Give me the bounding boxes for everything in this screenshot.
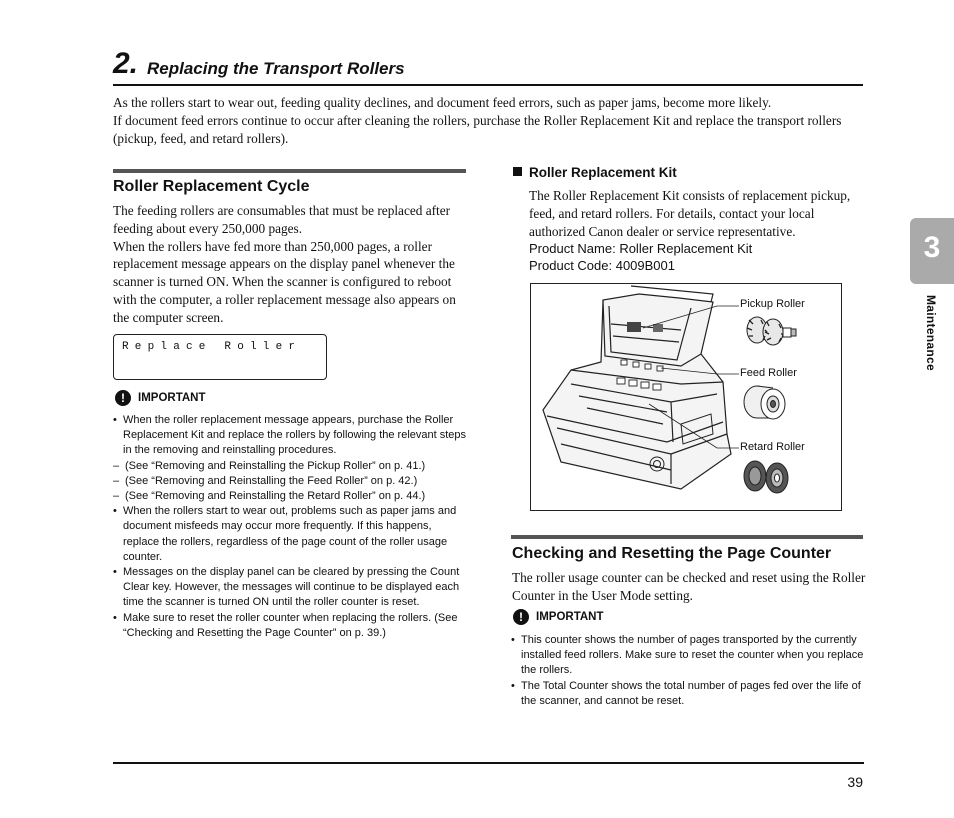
intro-paragraph-1: As the rollers start to wear out, feeding quality declines, and document feed errors, such as paper jams, become more likely.	[113, 95, 772, 110]
heading-roller-replacement-kit	[513, 164, 677, 182]
kit-description	[529, 187, 869, 240]
important-list-2	[511, 633, 867, 709]
heading-page-counter: Checking and Resetting the Page Counter	[512, 545, 832, 562]
display-panel-illustration	[113, 334, 327, 380]
heading-rule	[113, 84, 863, 86]
footer-rule	[113, 762, 864, 764]
sub-list	[123, 459, 469, 505]
display-panel-message: Replace Roller	[122, 341, 302, 353]
chapter-tab	[910, 218, 954, 284]
scanner-illustration	[531, 284, 841, 510]
sub-list-item: – (See “Removing and Reinstalling the Feed Roller” on p. 42.)	[113, 474, 469, 489]
scanner-rollers-figure	[530, 283, 842, 511]
cycle-paragraph-2: When the rollers have fed more than 250,000 pages, a roller replacement message appears on the display panel whenever the scanner is turned ON. When the scanner is configured to reboot with the computer, a roller replacement message also appears on the computer screen.	[113, 238, 456, 325]
cycle-text	[113, 202, 473, 327]
product-name: Product Name: Roller Replacement Kit	[529, 241, 753, 256]
exclamation-icon: !	[115, 390, 131, 406]
important-label: IMPORTANT	[536, 611, 604, 623]
chapter-label: Maintenance	[924, 295, 938, 371]
list-item-text: When the roller replacement message appears, purchase the Roller Replacement Kit and replace the rollers by following the relevant steps in the removing and reinstalling procedures.	[123, 414, 467, 457]
list-item: • Messages on the display panel can be cleared by pressing the Count Clear key. However, the messages will continue to be displayed each time the scanner is turned ON until the roller counter is reset.	[113, 565, 469, 611]
label-pickup-roller: Pickup Roller	[740, 298, 805, 310]
kit-description-text: The Roller Replacement Kit consists of replacement pickup, feed, and retard rollers. For details, contact your local authorized Canon dealer or service representative.	[529, 188, 851, 239]
list-item: • When the rollers start to wear out, problems such as paper jams and document misfeeds may occur more frequently. If this happens, replace the rollers, regardless of the page count of the roller usage counter.	[113, 504, 469, 565]
chapter-number: 3	[923, 231, 941, 264]
sub-list-item: – (See “Removing and Reinstalling the Pickup Roller” on p. 41.)	[113, 459, 469, 474]
intro-text	[113, 94, 873, 148]
list-item	[113, 413, 469, 504]
section-bar-right	[511, 535, 863, 539]
section-number: 2.	[113, 47, 139, 80]
list-item: • Make sure to reset the roller counter when replacing the rollers. (See “Checking and Resetting the Page Counter” on p. 39.)	[113, 611, 469, 641]
label-retard-roller: Retard Roller	[740, 441, 805, 453]
heading-roller-replacement-cycle: Roller Replacement Cycle	[113, 178, 310, 195]
product-code: Product Code: 4009B001	[529, 258, 675, 273]
important-callout-2	[513, 609, 604, 625]
section-bar-left	[113, 169, 466, 173]
list-item: • The Total Counter shows the total number of pages fed over the life of the scanner, and cannot be reset.	[511, 679, 867, 709]
important-label: IMPORTANT	[138, 392, 206, 404]
cycle-paragraph-1: The feeding rollers are consumables that must be replaced after feeding about every 250,000 pages.	[113, 203, 451, 236]
exclamation-icon: !	[513, 609, 529, 625]
kit-heading-text: Roller Replacement Kit	[529, 165, 677, 180]
important-list-1	[113, 413, 469, 641]
intro-paragraph-2: If document feed errors continue to occur after cleaning the rollers, purchase the Roller Replacement Kit and replace the transport rollers (pickup, feed, and retard rollers).	[113, 113, 842, 146]
square-bullet-icon	[513, 167, 522, 176]
list-item: • This counter shows the number of pages transported by the currently installed feed rollers. Make sure to reset the counter when you replace the rollers.	[511, 633, 867, 679]
label-feed-roller: Feed Roller	[740, 367, 797, 379]
sub-list-item: – (See “Removing and Reinstalling the Retard Roller” on p. 44.)	[113, 489, 469, 504]
section-title: Replacing the Transport Rollers	[147, 59, 405, 78]
counter-text: The roller usage counter can be checked and reset using the Roller Counter in the User Mode setting.	[512, 570, 866, 603]
page-number: 39	[847, 774, 863, 790]
important-callout-1	[115, 390, 206, 406]
